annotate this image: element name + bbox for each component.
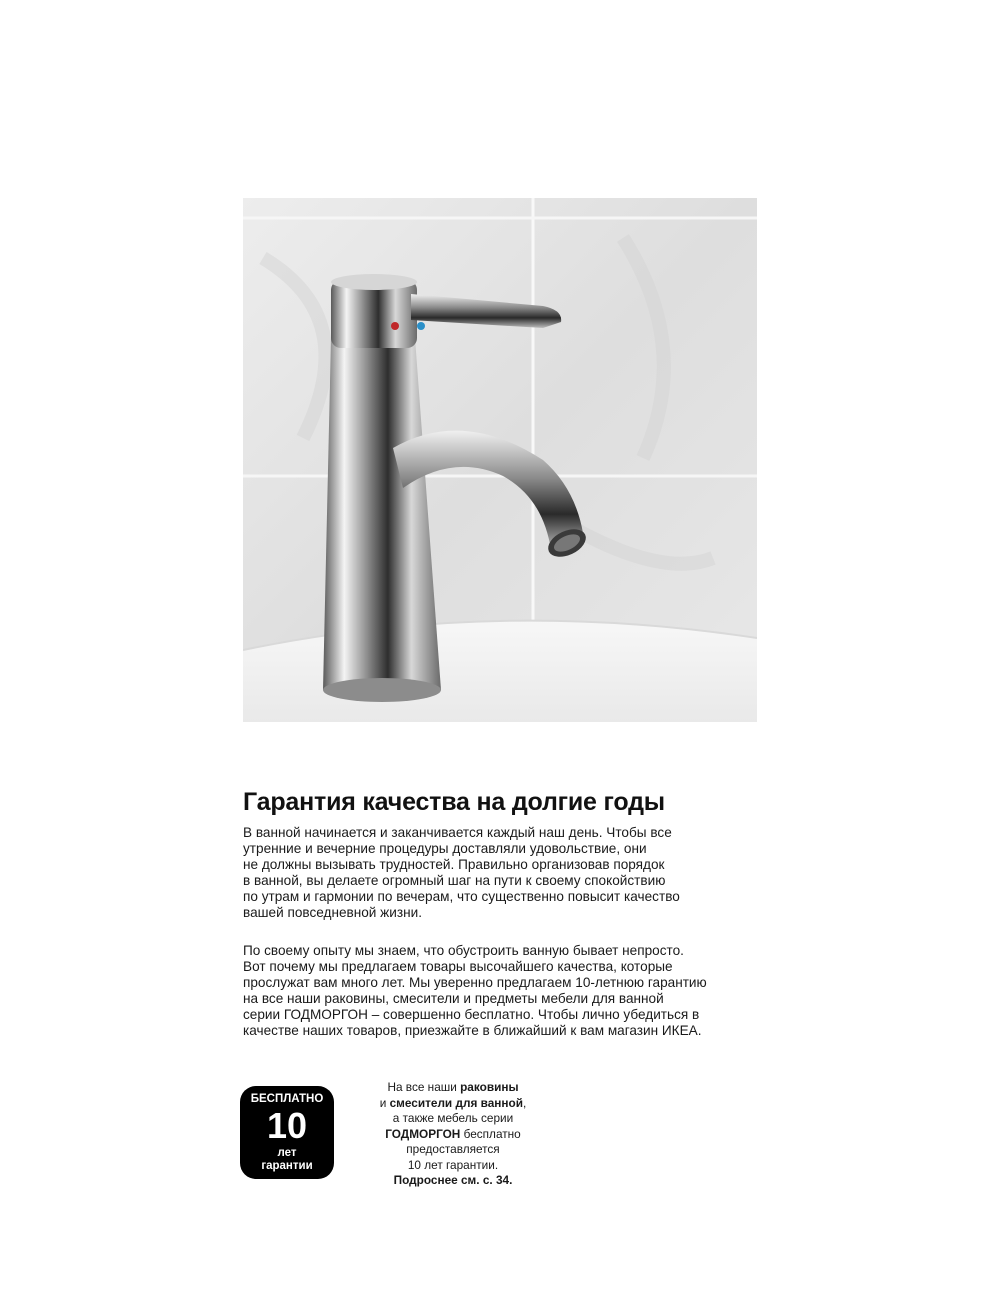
text-line: утренние и вечерние процедуры доставляли удовольствие, они <box>243 841 647 856</box>
text-line: в ванной, вы делаете огромный шаг на пути к своему спокойствию <box>243 873 666 888</box>
badge-years-label: лет <box>277 1147 297 1159</box>
note-line: 10 лет гарантии. <box>407 1157 499 1172</box>
badge-warranty-label: гарантии <box>261 1160 313 1172</box>
faucet-photo <box>243 198 757 722</box>
note-line: На все наши раковины <box>387 1080 519 1094</box>
text-line: вашей повседневной жизни. <box>243 905 422 920</box>
text-line: прослужат вам много лет. Мы уверенно предлагаем 10-летнюю гарантию <box>243 975 707 990</box>
note-line: а также мебель серии <box>392 1111 514 1125</box>
text-line: качестве наших товаров, приезжайте в ближайший к вам магазин ИКЕА. <box>243 1023 702 1038</box>
text-line: серии ГОДМОРГОН – совершенно бесплатно. Чтобы лично убедиться в <box>243 1007 700 1022</box>
text-line: В ванной начинается и заканчивается каждый наш день. Чтобы все <box>243 825 672 840</box>
intro-paragraph <box>243 825 763 921</box>
note-line: и смесители для ванной, <box>379 1095 527 1110</box>
text-line: на все наши раковины, смесители и предметы мебели для ванной <box>243 991 664 1006</box>
warranty-badge <box>240 1086 334 1179</box>
page-title: Гарантия качества на долгие годы <box>243 788 665 816</box>
text-line: не должны вызывать трудностей. Правильно организовав порядок <box>243 857 665 872</box>
badge-free-label: БЕСПЛАТНО <box>250 1093 324 1105</box>
badge-years-number: 10 <box>266 1105 308 1146</box>
guarantee-paragraph <box>243 943 763 1039</box>
text-line: По своему опыту мы знаем, что обустроить ванную бывает непросто. <box>243 943 684 958</box>
text-line: по утрам и гармонии по вечерам, что существенно повысит качество <box>243 889 680 904</box>
text-line: Вот почему мы предлагаем товары высочайшего качества, которые <box>243 959 673 974</box>
warranty-note <box>353 1080 553 1189</box>
note-line: предоставляется <box>406 1142 500 1156</box>
note-line: ГОДМОРГОН бесплатно <box>385 1126 521 1141</box>
note-page-reference: Подроснее см. с. 34. <box>393 1173 513 1187</box>
